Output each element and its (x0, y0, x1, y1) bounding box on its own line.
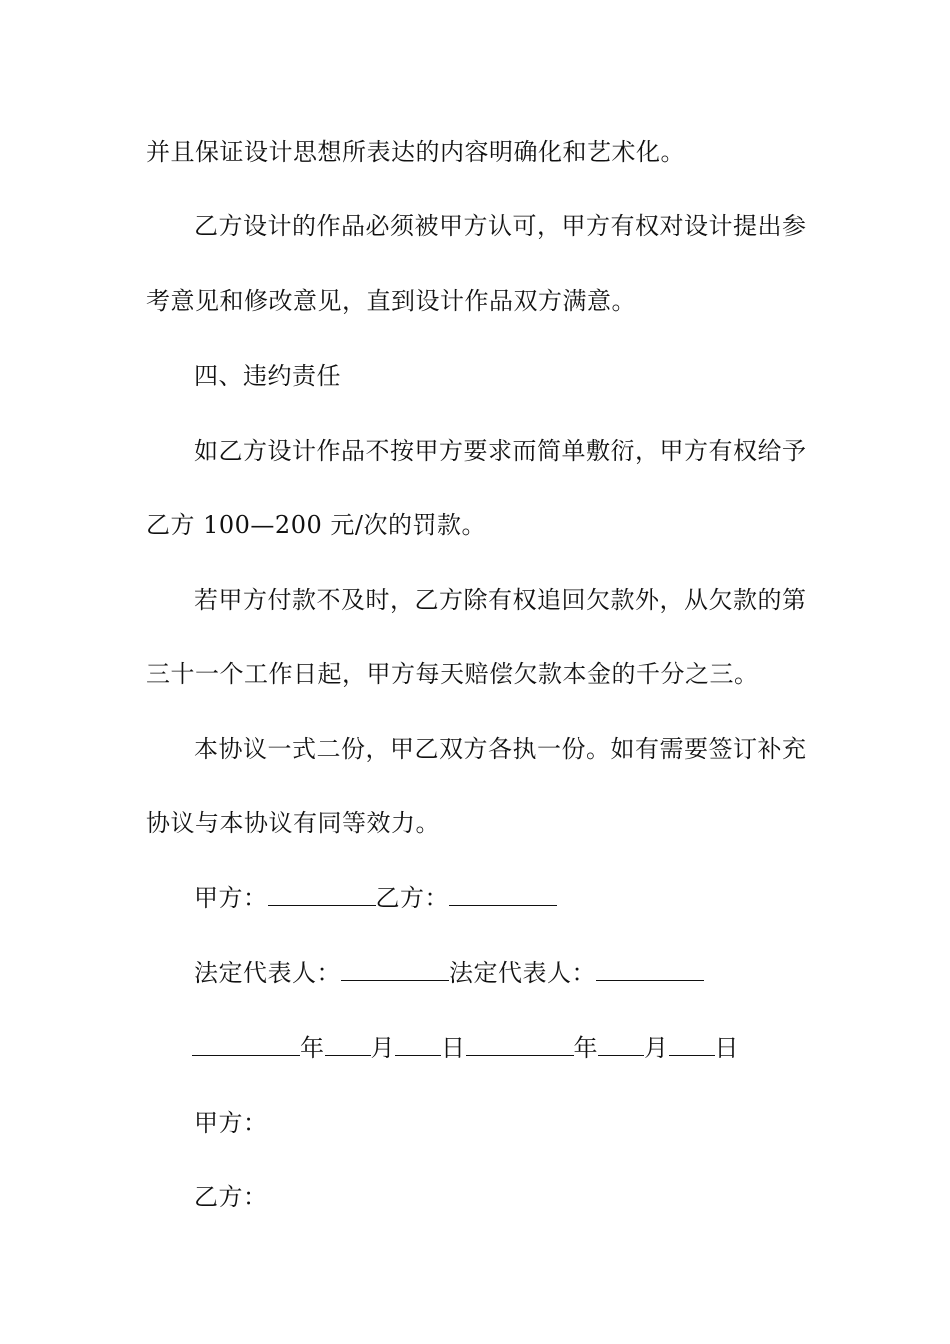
month-label: 月 (370, 1034, 395, 1062)
legal-rep-a-blank[interactable] (341, 958, 449, 981)
paragraph-line: 乙方 100—200 元/次的罚款。 (146, 511, 486, 539)
party-b-footer: 乙方： (194, 1183, 268, 1211)
year-label: 年 (300, 1034, 325, 1062)
paragraph-line: 乙方设计的作品必须被甲方认可，甲方有权对设计提出参 (194, 212, 807, 240)
paragraph-line: 如乙方设计作品不按甲方要求而简单敷衍，甲方有权给予 (194, 437, 807, 465)
month-label: 月 (644, 1034, 669, 1062)
party-a-footer: 甲方： (194, 1109, 268, 1137)
date-a-year-blank[interactable] (192, 1033, 300, 1056)
party-signature-row (194, 883, 557, 913)
day-label: 日 (441, 1034, 466, 1062)
day-label: 日 (714, 1034, 739, 1062)
date-b-month-blank[interactable] (598, 1033, 644, 1056)
paragraph-line: 三十一个工作日起，甲方每天赔偿欠款本金的千分之三。 (146, 660, 759, 688)
legal-rep-b-blank[interactable] (596, 958, 704, 981)
date-a-month-blank[interactable] (325, 1033, 371, 1056)
legal-rep-row (194, 958, 704, 988)
party-b-blank[interactable] (449, 883, 557, 906)
paragraph-line: 考意见和修改意见，直到设计作品双方满意。 (146, 287, 636, 315)
party-a-blank[interactable] (268, 883, 376, 906)
section-heading: 四、违约责任 (194, 362, 341, 390)
date-b-day-blank[interactable] (669, 1033, 715, 1056)
date-b-year-blank[interactable] (466, 1033, 574, 1056)
paragraph-line: 若甲方付款不及时，乙方除有权追回欠款外，从欠款的第 (194, 586, 807, 614)
party-b-label: 乙方： (375, 884, 449, 912)
legal-rep-a-label: 法定代表人： (194, 959, 341, 987)
paragraph-line: 本协议一式二份，甲乙双方各执一份。如有需要签订补充 (194, 735, 807, 763)
date-row (192, 1033, 739, 1063)
date-a-day-blank[interactable] (395, 1033, 441, 1056)
party-a-label: 甲方： (194, 884, 268, 912)
paragraph-line: 并且保证设计思想所表达的内容明确化和艺术化。 (146, 138, 685, 166)
legal-rep-b-label: 法定代表人： (449, 959, 596, 987)
paragraph-line: 协议与本协议有同等效力。 (146, 809, 440, 837)
year-label: 年 (573, 1034, 598, 1062)
